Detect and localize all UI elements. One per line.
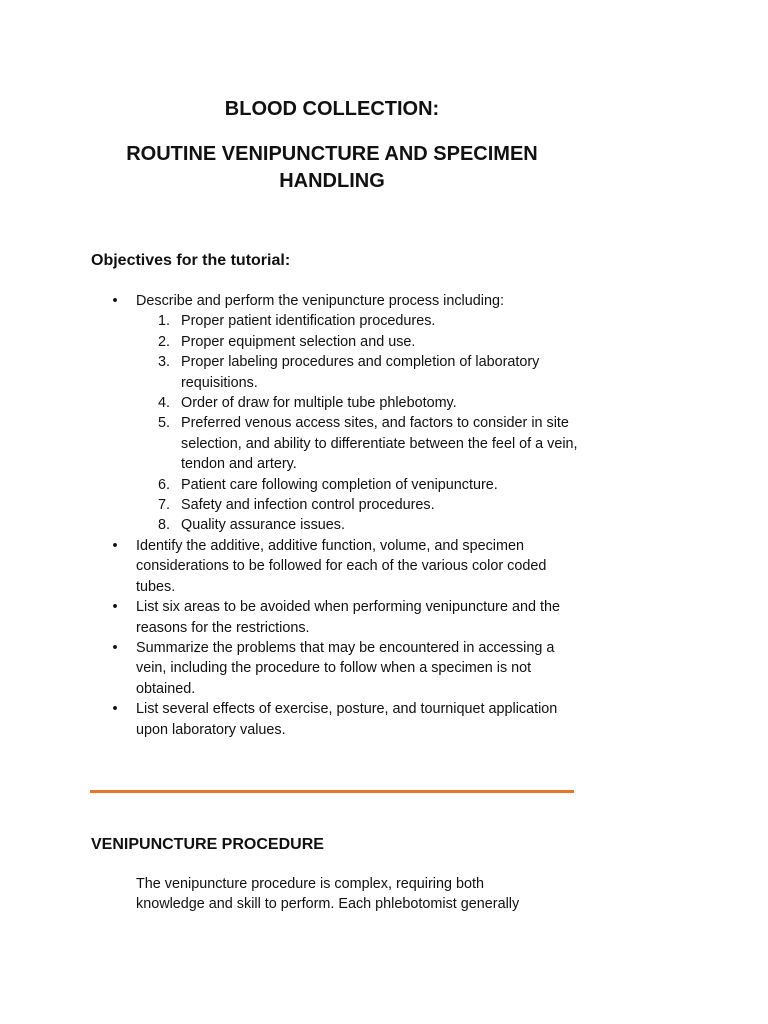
document-subtitle: ROUTINE VENIPUNCTURE AND SPECIMEN HANDLING bbox=[126, 143, 538, 192]
subitem bbox=[136, 332, 580, 352]
subitem-number: 4. bbox=[158, 395, 171, 412]
subitem bbox=[136, 413, 580, 474]
subitem-text: Proper labeling procedures and completion of laboratory requisitions. bbox=[181, 354, 540, 391]
objectives-list bbox=[110, 291, 580, 740]
subitem-text: Order of draw for multiple tube phlebotomy. bbox=[181, 395, 457, 412]
subitem-text: Proper patient identification procedures. bbox=[181, 313, 436, 330]
objective-item bbox=[110, 638, 580, 699]
subitem-number: 2. bbox=[158, 333, 171, 350]
subitem bbox=[136, 352, 580, 393]
subitem bbox=[136, 515, 580, 535]
objective-text: List several effects of exercise, posture, and tourniquet application upon laboratory values. bbox=[136, 701, 558, 738]
objective-text: List six areas to be avoided when performing venipuncture and the reasons for the restrictions. bbox=[136, 599, 560, 636]
section-heading: VENIPUNCTURE PROCEDURE bbox=[91, 836, 324, 853]
subitem bbox=[136, 495, 580, 515]
bullet-icon: • bbox=[112, 537, 118, 554]
subitem-number: 5. bbox=[158, 415, 171, 432]
objective-item bbox=[110, 536, 580, 597]
subitem-text: Preferred venous access sites, and factors to consider in site selection, and ability to differentiate between the feel of a vein, tendon and artery. bbox=[181, 415, 578, 473]
bullet-icon: • bbox=[112, 293, 118, 309]
section-divider bbox=[90, 790, 574, 793]
objectives-heading: Objectives for the tutorial: bbox=[91, 252, 291, 269]
subitem-text: Patient care following completion of venipuncture. bbox=[181, 476, 498, 493]
document-title: BLOOD COLLECTION: bbox=[224, 98, 440, 120]
subitem bbox=[136, 475, 580, 495]
subitem-text: Quality assurance issues. bbox=[181, 517, 345, 534]
subitem bbox=[136, 393, 580, 413]
subitem-number: 8. bbox=[158, 517, 171, 534]
objective-item bbox=[110, 699, 580, 740]
objective-item bbox=[110, 597, 580, 638]
subitem-text: Safety and infection control procedures. bbox=[181, 497, 435, 514]
objective-text: Summarize the problems that may be encountered in accessing a vein, including the procedure to follow when a specimen is not obtained. bbox=[136, 639, 555, 697]
section-paragraph: The venipuncture procedure is complex, requiring both knowledge and skill to perform. Each phlebotomist generally bbox=[136, 876, 520, 913]
subitem bbox=[136, 311, 580, 331]
bullet-icon: • bbox=[112, 701, 118, 718]
objective-text: Describe and perform the venipuncture process including: bbox=[136, 293, 504, 309]
objective-item bbox=[110, 291, 580, 536]
bullet-icon: • bbox=[112, 599, 118, 616]
bullet-icon: • bbox=[112, 639, 118, 656]
subitem-number: 6. bbox=[158, 476, 171, 493]
objective-subitems bbox=[136, 311, 580, 535]
subitem-number: 3. bbox=[158, 354, 171, 371]
subitem-number: 7. bbox=[158, 497, 171, 514]
objective-text: Identify the additive, additive function, volume, and specimen considerations to be followed for each of the various color coded tubes. bbox=[136, 537, 547, 595]
subitem-number: 1. bbox=[158, 313, 171, 330]
subitem-text: Proper equipment selection and use. bbox=[181, 333, 416, 350]
